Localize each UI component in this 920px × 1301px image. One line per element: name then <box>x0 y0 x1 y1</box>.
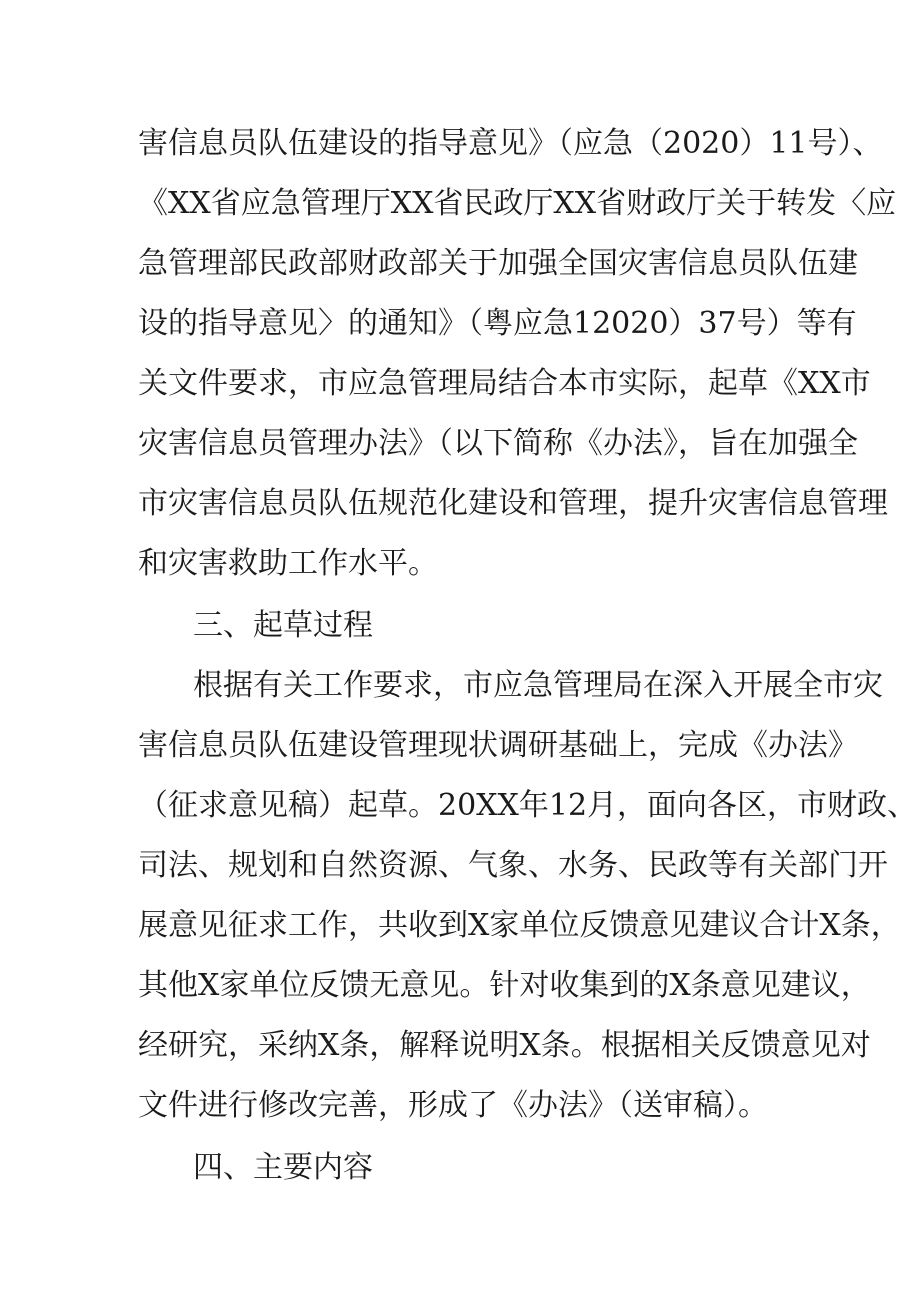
body-line-13: 司法、规划和自然资源、气象、水务、民政等有关部门开 <box>138 848 888 883</box>
body-line-2: 《XX省应急管理厅XX省民政厅XX省财政厅关于转发〈应 <box>138 186 897 221</box>
body-line-1: 害信息员队伍建设的指导意见》（应急（2020）11号）、 <box>138 126 883 161</box>
body-line-3: 急管理部民政部财政部关于加强全国灾害信息员队伍建 <box>138 246 858 281</box>
body-line-14: 展意见征求工作，共收到X家单位反馈意见建议合计X条， <box>138 908 901 943</box>
body-line-6: 灾害信息员管理办法》（以下简称《办法》，旨在加强全 <box>138 426 858 461</box>
body-line-12: （征求意见稿）起草。20XX年12月，面向各区，市财政、 <box>138 788 918 823</box>
section-heading-drafting-process: 三、起草过程 <box>193 608 373 643</box>
body-line-10: 根据有关工作要求，市应急管理局在深入开展全市灾 <box>193 668 883 703</box>
body-line-4: 设的指导意见〉的通知》（粤应急12020）37号）等有 <box>138 306 857 341</box>
body-line-16: 经研究，采纳X条，解释说明X条。根据相关反馈意见对 <box>138 1028 871 1063</box>
body-line-7: 市灾害信息员队伍规范化建设和管理，提升灾害信息管理 <box>138 486 888 521</box>
body-line-15: 其他X家单位反馈无意见。针对收集到的X条意见建议， <box>138 968 871 1003</box>
body-line-17: 文件进行修改完善，形成了《办法》（送审稿）。 <box>138 1088 768 1123</box>
body-line-5: 关文件要求，市应急管理局结合本市实际，起草《XX市 <box>138 366 871 401</box>
section-heading-main-content: 四、主要内容 <box>193 1150 373 1185</box>
body-line-8: 和灾害救助工作水平。 <box>138 546 438 581</box>
body-line-11: 害信息员队伍建设管理现状调研基础上，完成《办法》 <box>138 728 858 763</box>
